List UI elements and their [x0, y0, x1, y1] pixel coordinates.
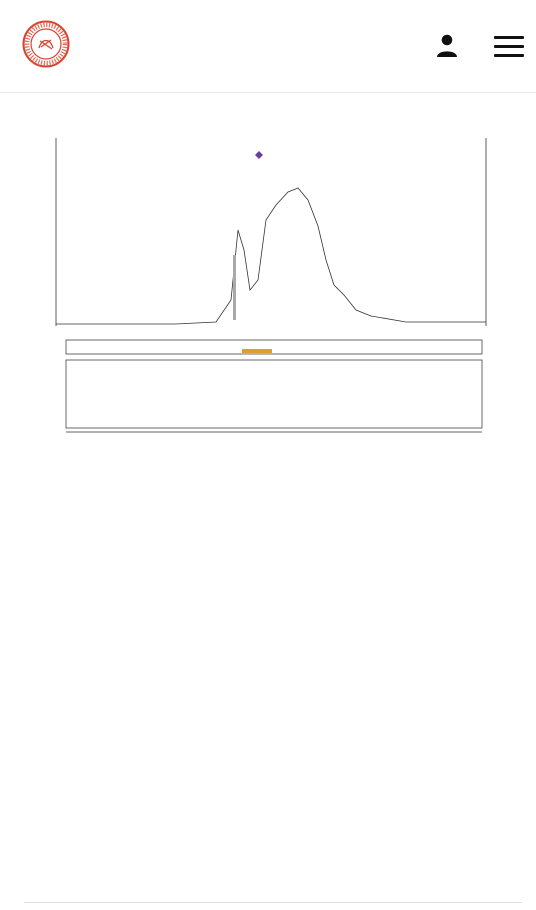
locus-zoom-figure[interactable]	[26, 110, 516, 466]
menu-bar	[494, 36, 524, 39]
menu-bar	[494, 54, 524, 57]
credible-set-box	[66, 340, 482, 354]
nejm-seal-logo[interactable]	[22, 20, 70, 68]
gene-track-box	[66, 360, 482, 428]
divider	[24, 902, 522, 903]
user-icon[interactable]	[432, 31, 462, 61]
hamburger-menu-icon[interactable]	[494, 36, 524, 58]
site-header	[0, 0, 536, 93]
recombination-rate-line	[56, 188, 486, 324]
menu-bar	[494, 45, 524, 48]
recomb-spike	[233, 255, 236, 320]
credible-set-bar	[242, 349, 272, 353]
lead-snp-marker	[255, 151, 263, 159]
regional-association-plot	[26, 110, 516, 466]
